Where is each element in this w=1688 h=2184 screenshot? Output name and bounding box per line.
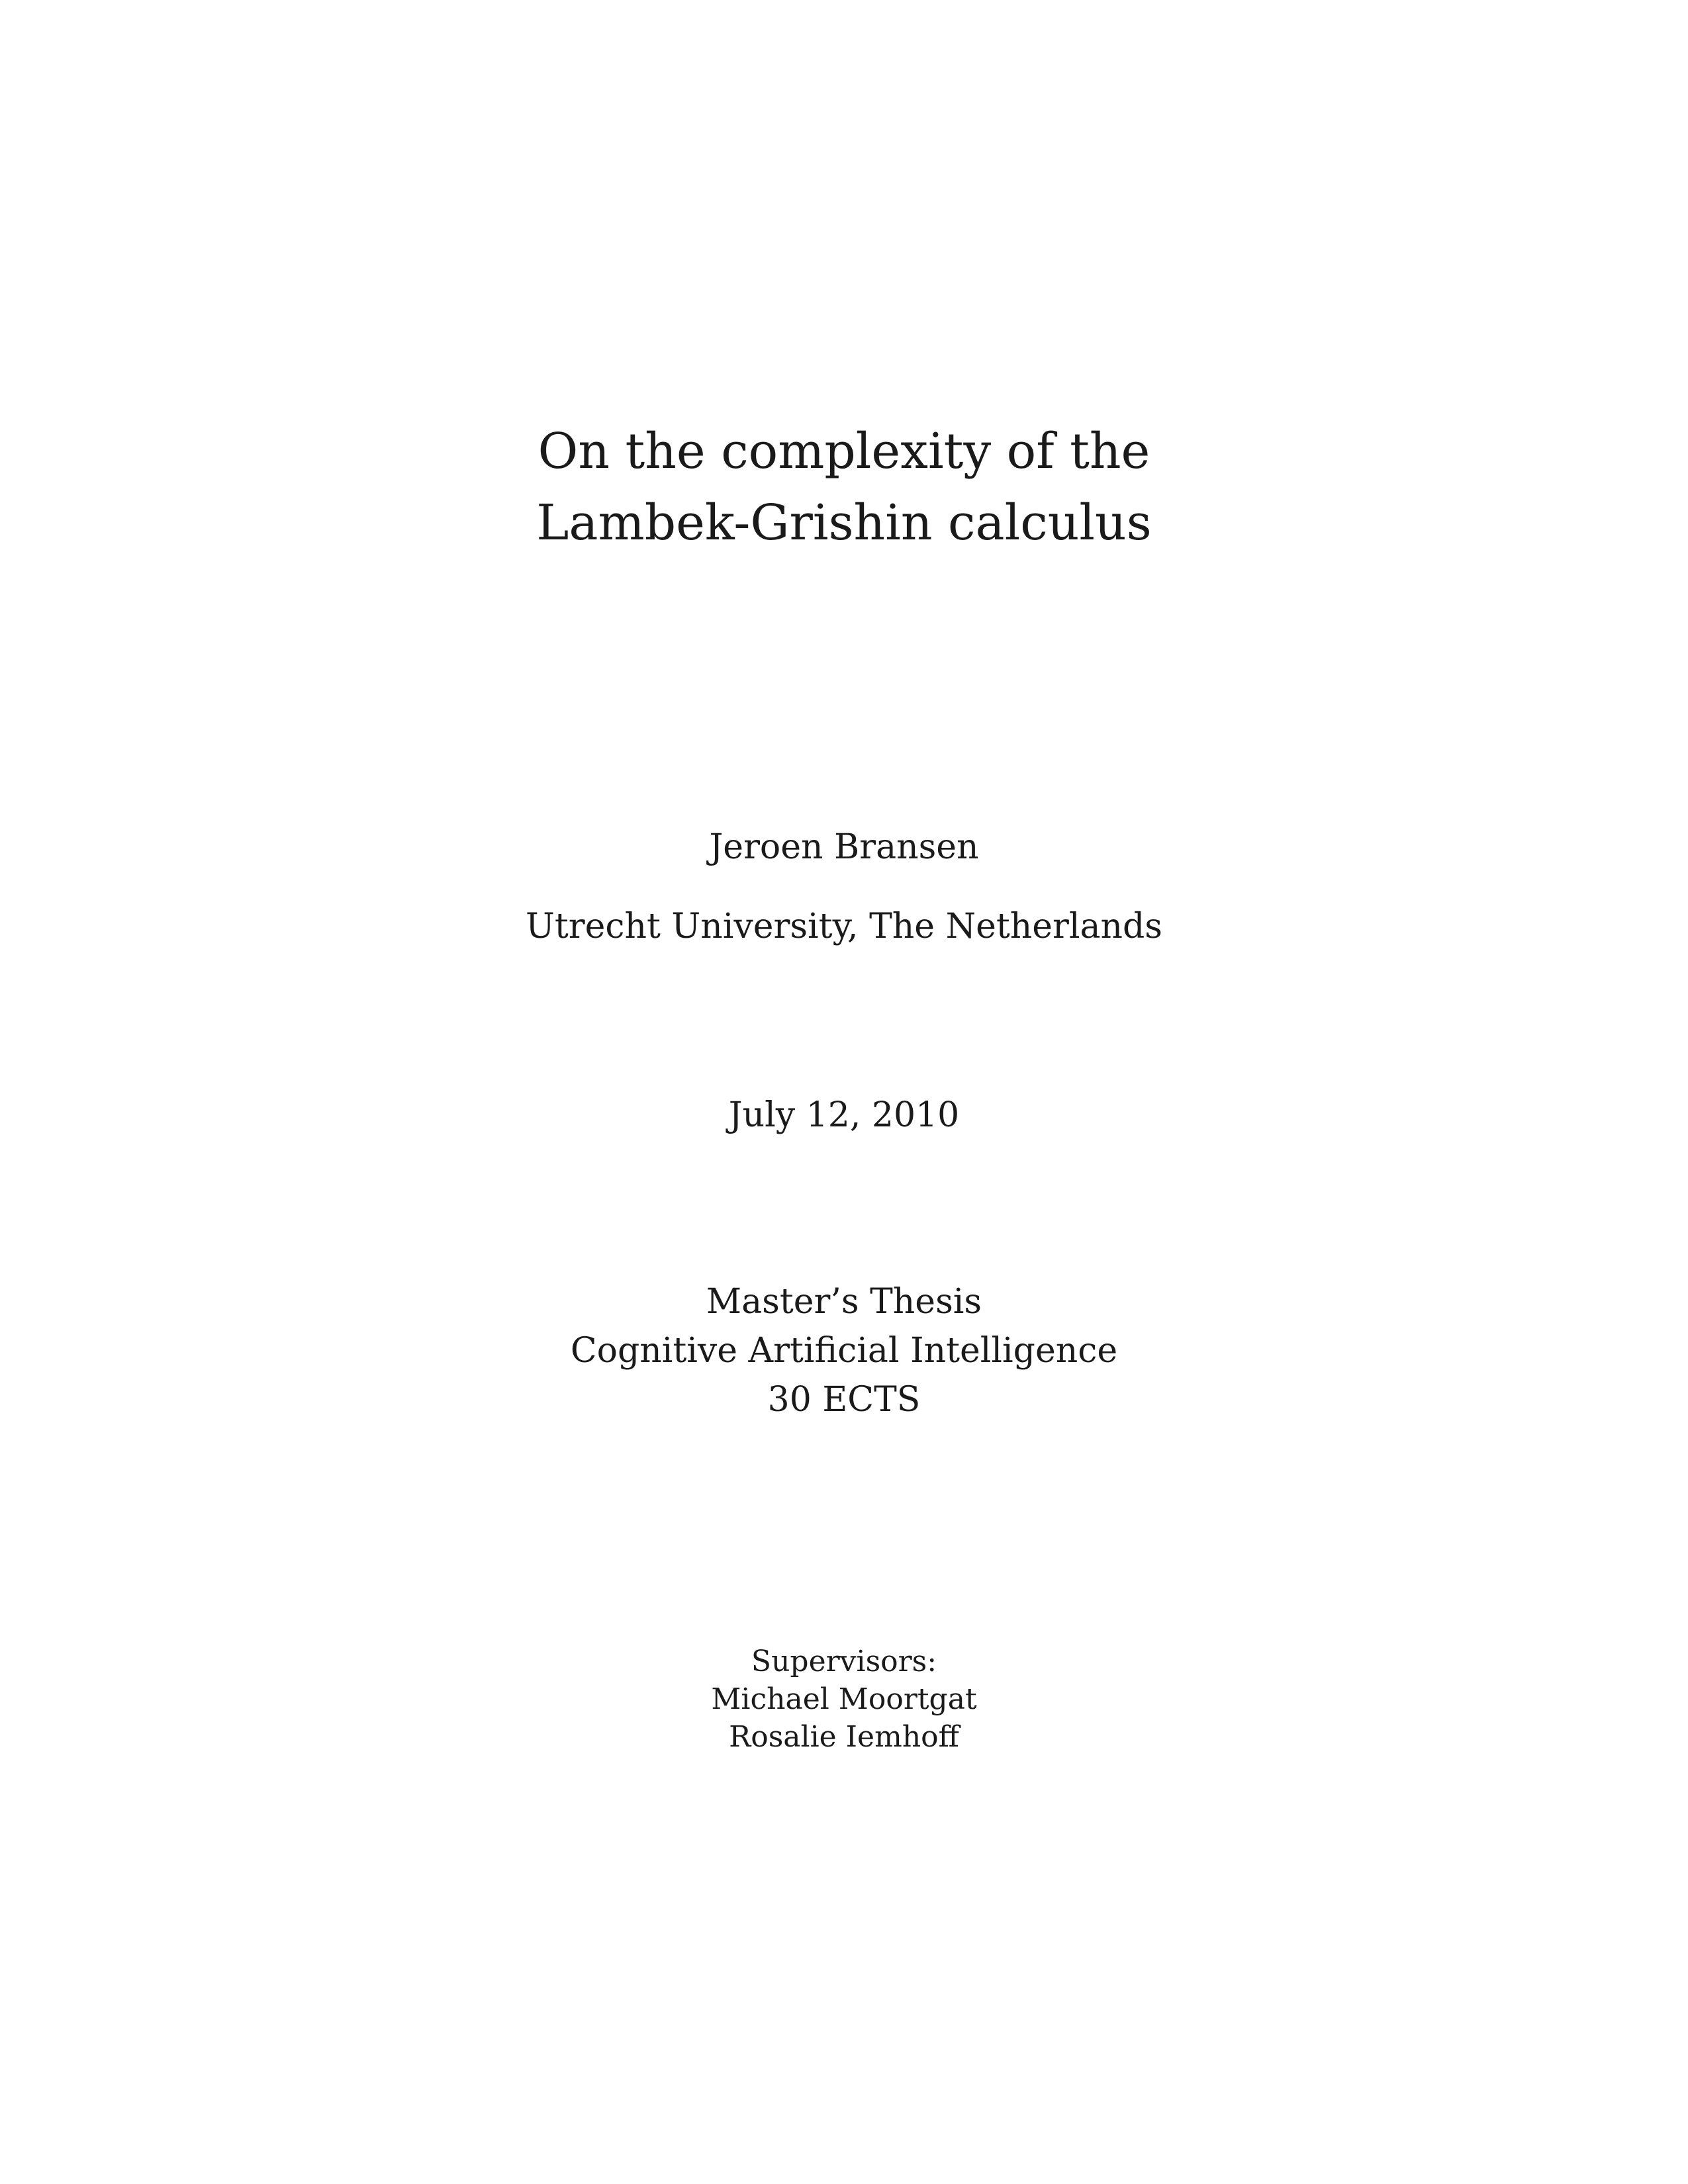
title-line-1: On the complexity of the <box>538 423 1150 480</box>
supervisors-label: Supervisors: <box>751 1645 937 1678</box>
author-name: Jeroen Bransen <box>709 827 979 867</box>
affiliation: Utrecht University, The Netherlands <box>526 907 1162 946</box>
thesis-type: Master’s Thesis <box>706 1282 982 1322</box>
thesis-credits: 30 ECTS <box>767 1380 921 1420</box>
supervisors <box>0 1643 1688 1756</box>
title-line-2: Lambek-Grishin calculus <box>536 494 1152 551</box>
supervisor-name: Rosalie Iemhoff <box>729 1720 959 1754</box>
thesis-title <box>0 416 1688 559</box>
supervisor-name: Michael Moortgat <box>711 1682 977 1716</box>
thesis-info <box>0 1277 1688 1424</box>
thesis-program: Cognitive Artificial Intelligence <box>570 1331 1118 1371</box>
submission-date: July 12, 2010 <box>728 1095 960 1135</box>
